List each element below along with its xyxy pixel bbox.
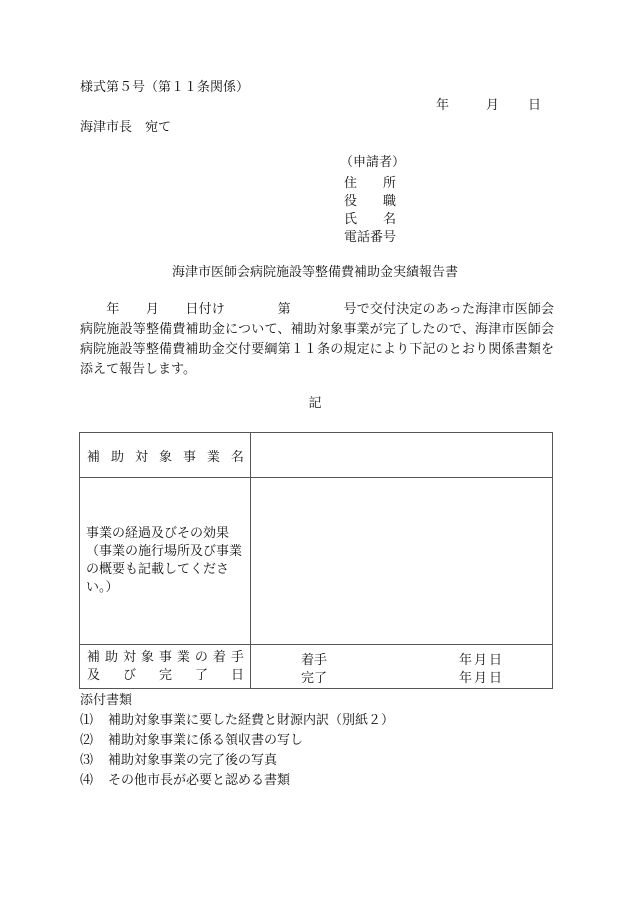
attachment-item: ⑶ 補助対象事業の完了後の写真 <box>80 753 278 768</box>
table-row-dates <box>80 645 553 689</box>
attachments-heading: 添付書類 <box>80 693 133 708</box>
report-body-text: 年 月 日付け 第 号で交付決定のあった海津市医師会病院施設等整備費補助金について、補助対象事業が完了したので、海津市医師会病院施設等整備費補助金交付要綱第１１条の規定により下記のとおり関係書類を添えて報告します。 <box>80 302 554 377</box>
start-completion-date-label: 補 助 対 象 事 業 の 着 手 及 び 完 了 日 <box>80 645 251 689</box>
start-completion-date-field[interactable] <box>251 645 553 689</box>
date-month-label: 月 <box>486 98 500 113</box>
document-title: 海津市医師会病院施設等整備費補助金実績報告書 <box>171 265 458 280</box>
report-form-table <box>79 432 553 689</box>
progress-effect-label: 事業の経過及びその効果（事業の施行場所及び事業の概要も記載してください。） <box>80 478 251 645</box>
progress-effect-field[interactable] <box>251 478 553 645</box>
form-number: 様式第５号（第１１条関係） <box>80 80 250 95</box>
date-day-label: 日 <box>528 98 542 113</box>
applicant-heading: （申請者） <box>340 155 406 170</box>
completion-date-line: 完了 年 月 日 <box>301 671 502 686</box>
submission-date <box>436 98 541 114</box>
project-name-label: 補 助 対 象 事 業 名 <box>80 433 251 478</box>
addressee: 海津市長 宛て <box>80 120 172 135</box>
ki-label: 記 <box>308 396 322 411</box>
applicant-address-label: 住 所 <box>344 176 396 191</box>
date-year-label: 年 <box>436 98 450 113</box>
applicant-phone-label: 電話番号 <box>344 230 397 245</box>
table-row-progress <box>80 478 553 645</box>
attachment-item: ⑷ その他市長が必要と認める書類 <box>80 773 291 788</box>
attachment-item: ⑵ 補助対象事業に係る領収書の写し <box>80 733 304 748</box>
attachment-item: ⑴ 補助対象事業に要した経費と財源内訳（別紙２） <box>80 713 395 728</box>
applicant-name-label: 氏 名 <box>344 212 396 227</box>
table-row-project-name <box>80 433 553 478</box>
project-name-field[interactable] <box>251 433 553 478</box>
start-date-line: 着手 年 月 日 <box>301 653 502 668</box>
applicant-position-label: 役 職 <box>344 194 396 209</box>
